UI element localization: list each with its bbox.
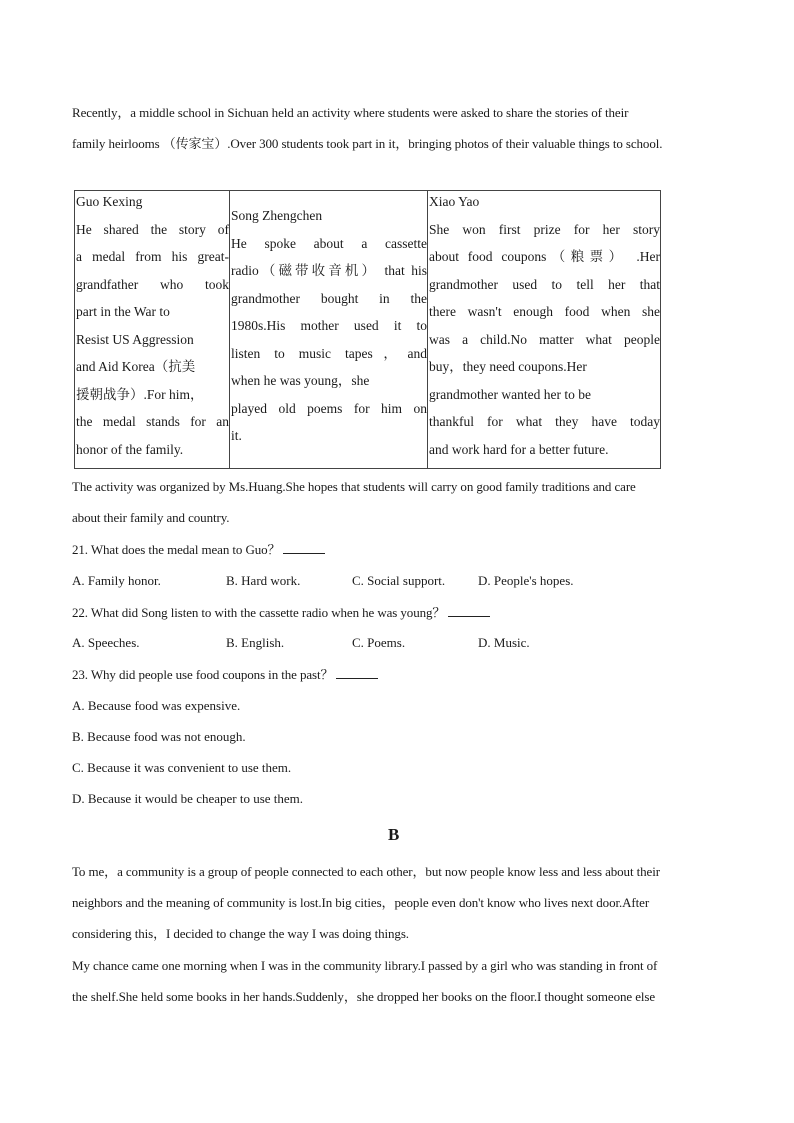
cell-line: and Aid Korea（抗美 [76,359,196,374]
cell-line: when he was young，she [231,373,370,388]
question-stem: 22. What did Song listen to with the cassette radio when he was young？ [72,605,446,620]
question-stem: 23. Why did people use food coupons in the past？ [72,667,334,682]
option-23-b[interactable]: B. Because food was not enough. [72,729,246,744]
cell-line: thankful for what they have today [429,414,660,429]
cell-line: 援朝战争）.For him， [76,386,204,402]
section-b-line: To me，a community is a group of people connected to each other，but now people know less and less about their [72,864,660,879]
option-22-c[interactable]: C. Poems. [352,635,406,650]
cell-line: Resist US Aggression [76,331,194,347]
cell-line: He spoke about a cassette [231,235,427,251]
option-23-c[interactable]: C. Because it was convenient to use them. [72,760,292,775]
cell-line: Song Zhengchen [231,208,323,223]
cell-line: listen to music tapes，and [231,345,427,361]
option-21-b[interactable]: B. Hard work. [226,573,301,588]
cell-line: a medal from his great- [76,249,229,264]
cell-line: honor of the family. [76,441,184,457]
question-23 [72,666,378,683]
option-21-a[interactable]: A. Family honor. [72,573,161,588]
option-23-d[interactable]: D. Because it would be cheaper to use them. [72,791,304,806]
cell-line: grandfather who took [76,276,229,292]
cell-line: 1980s.His mother used it to [231,318,427,333]
cell-line: and work hard for a better future. [429,441,609,457]
cell-line: Xiao Yao [429,194,480,209]
cell-line: there wasn't enough food when she [429,304,660,319]
cell-line: played old poems for him on [231,400,427,416]
intro-line-1: Recently，a middle school in Sichuan held an activity where students were asked to share the stories of their [72,105,629,120]
heirloom-table [74,190,661,469]
cell-line: grandmother used to tell her that [429,276,660,292]
cell-line: grandmother bought in the [231,290,427,306]
question-22 [72,604,490,621]
table-cell-xiao [427,191,660,468]
answer-blank[interactable] [336,666,378,679]
cell-line: Guo Kexing [76,194,143,209]
option-21-d[interactable]: D. People's hopes. [478,573,574,588]
cell-line: She won first prize for her story [429,221,660,237]
cell-line: He shared the story of [76,221,229,237]
table-cell-guo [75,191,229,468]
cell-line: was a child.No matter what people [429,331,660,347]
section-b-line: neighbors and the meaning of community is lost.In big cities，people even don't know who lives next door.After [72,895,650,910]
cell-line: the medal stands for an [76,414,229,429]
question-stem: 21. What does the medal mean to Guo？ [72,542,281,557]
option-22-d[interactable]: D. Music. [478,635,530,650]
option-23-a[interactable]: A. Because food was expensive. [72,698,241,713]
cell-line: radio（磁带收音机） that his [231,263,427,278]
answer-blank[interactable] [448,604,490,617]
cell-line: about food coupons（粮票） .Her [429,249,660,264]
cell-line: buy，they need coupons.Her [429,359,587,374]
intro-line-2: family heirlooms （传家宝）.Over 300 students took part in it，bringing photos of their valuable things to school. [72,136,663,151]
section-heading: B [388,825,400,844]
option-22-b[interactable]: B. English. [226,635,285,650]
table-cell-song [229,191,427,468]
question-21 [72,541,325,558]
cell-line: part in the War to [76,304,170,319]
section-b-line: My chance came one morning when I was in the community library.I passed by a girl who was standing in front of [72,958,658,973]
option-22-a[interactable]: A. Speeches. [72,635,140,650]
closing-line-2: about their family and country. [72,510,230,525]
section-b-line: the shelf.She held some books in her hands.Suddenly，she dropped her books on the floor.I thought someone else [72,989,656,1004]
cell-line: grandmother wanted her to be [429,386,591,402]
section-b-line: considering this，I decided to change the way I was doing things. [72,926,409,941]
cell-line: it. [231,428,242,443]
option-21-c[interactable]: C. Social support. [352,573,446,588]
closing-line-1: The activity was organized by Ms.Huang.She hopes that students will carry on good family traditions and care [72,479,636,494]
answer-blank[interactable] [283,541,325,554]
